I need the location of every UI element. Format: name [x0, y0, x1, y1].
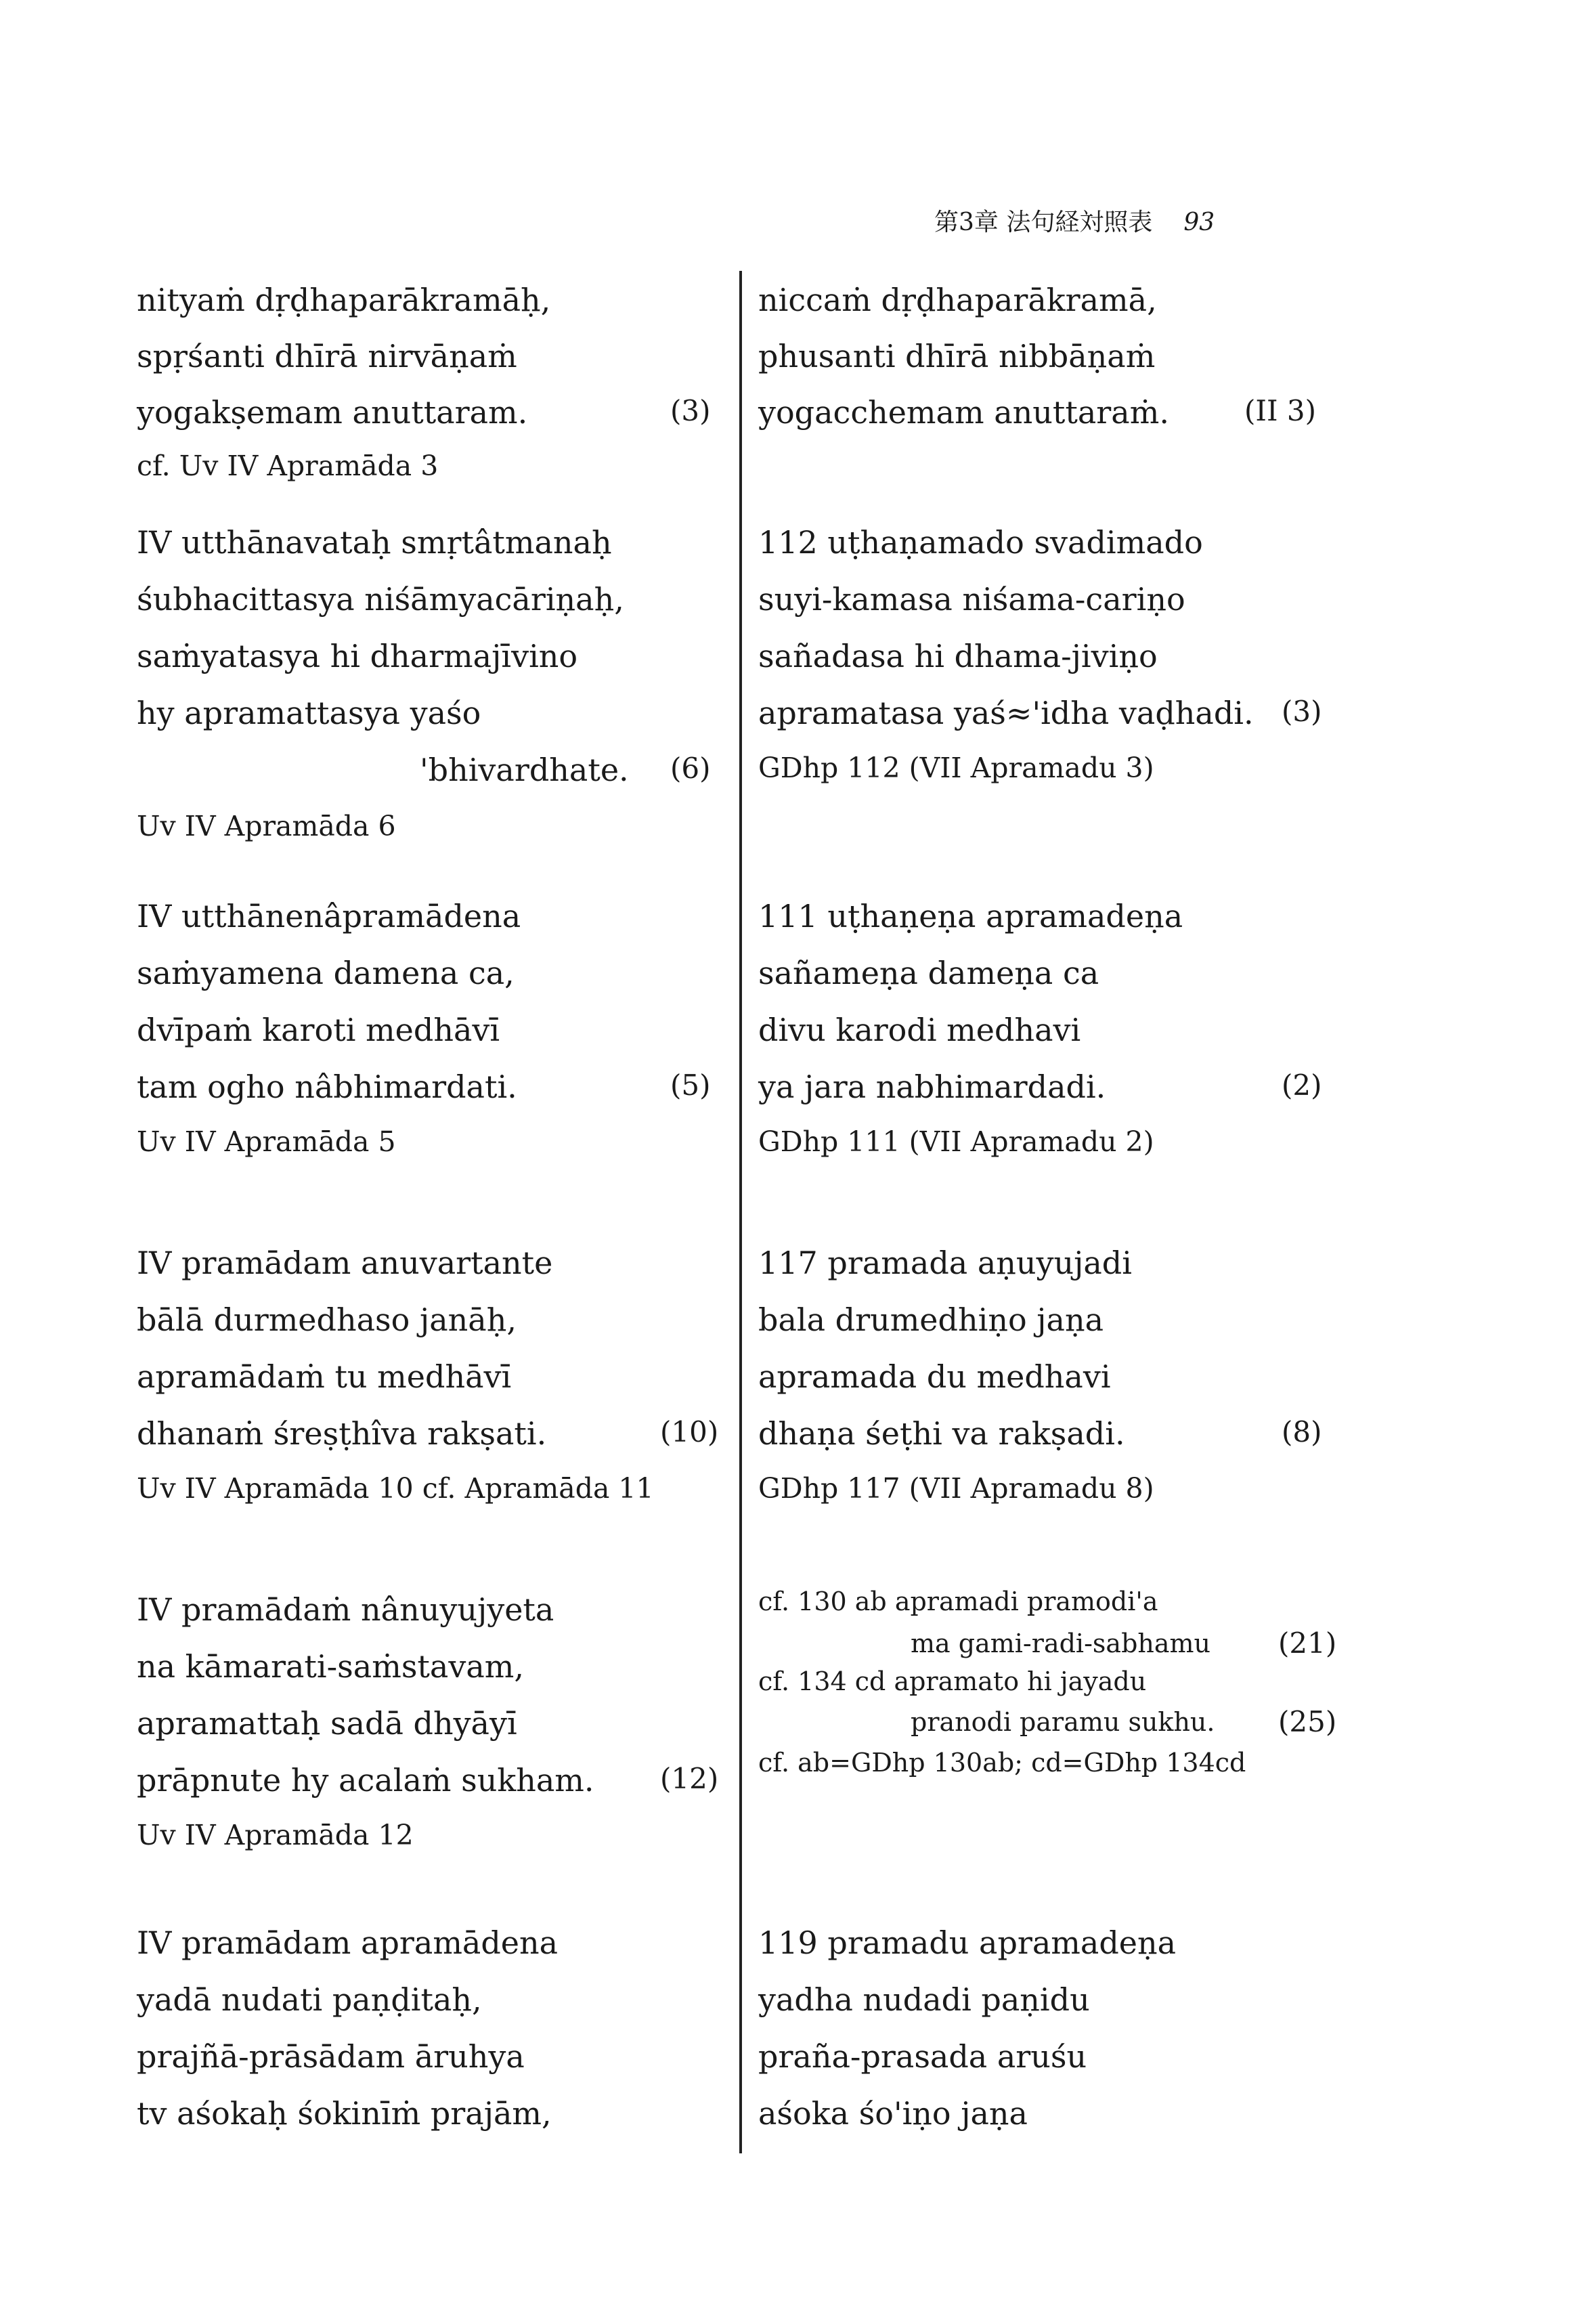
- left-verse-line: IV pramādam apramādena: [137, 1924, 559, 1961]
- right-verse-number: (8): [1282, 1415, 1322, 1448]
- right-crossref-line: ma gami-radi-sabhamu: [911, 1629, 1211, 1658]
- left-verse-line: dvīpaṁ karoti medhāvī: [137, 1012, 500, 1048]
- left-verse-number: (5): [670, 1069, 711, 1102]
- left-verse-line: saṁyatasya hi dharmajīvino: [137, 638, 578, 674]
- left-verse-line: IV utthānenâpramādena: [137, 898, 521, 934]
- right-verse-line: 112 uṭhaṇamado svadimado: [758, 524, 1203, 561]
- right-crossref-line: cf. 134 cd apramato hi jayadu: [758, 1666, 1147, 1696]
- right-verse-line: sañameṇa dameṇa ca: [758, 955, 1099, 991]
- left-verse-line: 'bhivardhate.: [420, 752, 629, 788]
- right-verse-number: (2): [1282, 1069, 1322, 1102]
- left-verse-line: tv aśokaḥ śokinīṁ prajām,: [137, 2095, 552, 2132]
- left-verse-line: tam ogho nâbhimardati.: [137, 1069, 517, 1105]
- left-citation: Uv IV Apramāda 6: [137, 810, 396, 842]
- right-verse-line: 111 uṭhaṇeṇa apramadeṇa: [758, 898, 1183, 934]
- right-verse-line: prañа-prasada aruśu: [758, 2038, 1087, 2075]
- right-verse-line: aśoka śo'iṇo jaṇa: [758, 2095, 1028, 2132]
- column-divider: [739, 271, 742, 2153]
- left-verse-line: hy apramattasya yaśo: [137, 695, 481, 731]
- right-verse-line: ya jara nabhimardadi.: [758, 1069, 1106, 1105]
- right-verse-number: (21): [1278, 1627, 1337, 1660]
- left-citation: Uv IV Apramāda 12: [137, 1819, 414, 1851]
- right-verse-number: (25): [1278, 1705, 1337, 1738]
- right-verse-line: bala drumedhiṇo jaṇa: [758, 1301, 1104, 1338]
- left-verse-line: IV pramādam anuvartante: [137, 1245, 553, 1281]
- left-verse-line: bālā durmedhaso janāḥ,: [137, 1301, 517, 1338]
- right-verse-line: phusanti dhīrā nibbāṇaṁ: [758, 338, 1156, 374]
- right-citation: GDhp 112 (VII Apramadu 3): [758, 752, 1154, 784]
- left-verse-line: IV pramādaṁ nânuyujyeta: [137, 1591, 554, 1628]
- right-crossref-line: cf. ab=GDhp 130ab; cd=GDhp 134cd: [758, 1748, 1246, 1778]
- right-verse-number: (II 3): [1244, 394, 1317, 427]
- page-number: 93: [1183, 209, 1215, 236]
- right-citation: GDhp 111 (VII Apramadu 2): [758, 1125, 1154, 1158]
- left-verse-line: apramattaḥ sadā dhyāyī: [137, 1705, 517, 1742]
- right-verse-line: 119 pramadu apramadeṇa: [758, 1924, 1177, 1961]
- left-verse-line: spṛśanti dhīrā nirvāṇaṁ: [137, 338, 517, 374]
- left-citation: cf. Uv IV Apramāda 3: [137, 450, 439, 482]
- right-verse-line: dhaṇa śeṭhi va rakṣadi.: [758, 1415, 1125, 1452]
- right-crossref-line: cf. 130 ab apramadi pramodi'a: [758, 1587, 1158, 1616]
- right-verse-line: sañadasa hi dhama-jiviṇo: [758, 638, 1158, 674]
- chapter-title: 第3章 法句経対照表: [934, 209, 1153, 236]
- running-header: [934, 203, 1215, 238]
- left-verse-line: nityaṁ dṛḍhaparākramāḥ,: [137, 282, 551, 318]
- left-verse-line: śubhacittasya niśāmyacāriṇaḥ,: [137, 581, 624, 618]
- right-citation: GDhp 117 (VII Apramadu 8): [758, 1472, 1154, 1505]
- left-verse-line: yogakṣemam anuttaram.: [137, 394, 528, 431]
- left-verse-line: dhanaṁ śreṣṭhîva rakṣati.: [137, 1415, 547, 1452]
- left-verse-line: na kāmarati-saṁstavam,: [137, 1648, 524, 1685]
- left-citation: Uv IV Apramāda 10 cf. Apramāda 11: [137, 1472, 654, 1505]
- right-verse-line: apramada du medhavi: [758, 1358, 1111, 1395]
- left-verse-number: (3): [670, 394, 711, 427]
- right-verse-line: niccaṁ dṛḍhaparākramā,: [758, 282, 1157, 318]
- left-verse-number: (6): [670, 752, 711, 785]
- right-verse-line: 117 pramada aṇuyujadi: [758, 1245, 1132, 1281]
- right-verse-line: yogacchemam anuttaraṁ.: [758, 394, 1169, 431]
- right-verse-line: divu karodi medhavi: [758, 1012, 1081, 1048]
- left-verse-line: yadā nudati paṇḍitaḥ,: [137, 1981, 482, 2018]
- right-verse-line: yadha nudadi paṇidu: [758, 1981, 1090, 2018]
- left-verse-number: (12): [660, 1762, 719, 1795]
- left-verse-line: apramādaṁ tu medhāvī: [137, 1358, 512, 1395]
- left-verse-line: prāpnute hy acalaṁ sukham.: [137, 1762, 594, 1799]
- right-verse-line: suyi-kamasa niśama-cariṇo: [758, 581, 1185, 618]
- left-verse-line: IV utthānavataḥ smṛtâtmanaḥ: [137, 524, 612, 561]
- right-verse-number: (3): [1282, 695, 1322, 728]
- left-verse-line: saṁyamena damena ca,: [137, 955, 515, 991]
- right-crossref-line: pranodi paramu sukhu.: [911, 1707, 1215, 1737]
- left-verse-line: prajñā-prāsādam āruhya: [137, 2038, 525, 2075]
- left-verse-number: (10): [660, 1415, 719, 1448]
- left-citation: Uv IV Apramāda 5: [137, 1125, 396, 1158]
- right-verse-line: apramatasa yaś≈'idha vaḍhadi.: [758, 695, 1254, 731]
